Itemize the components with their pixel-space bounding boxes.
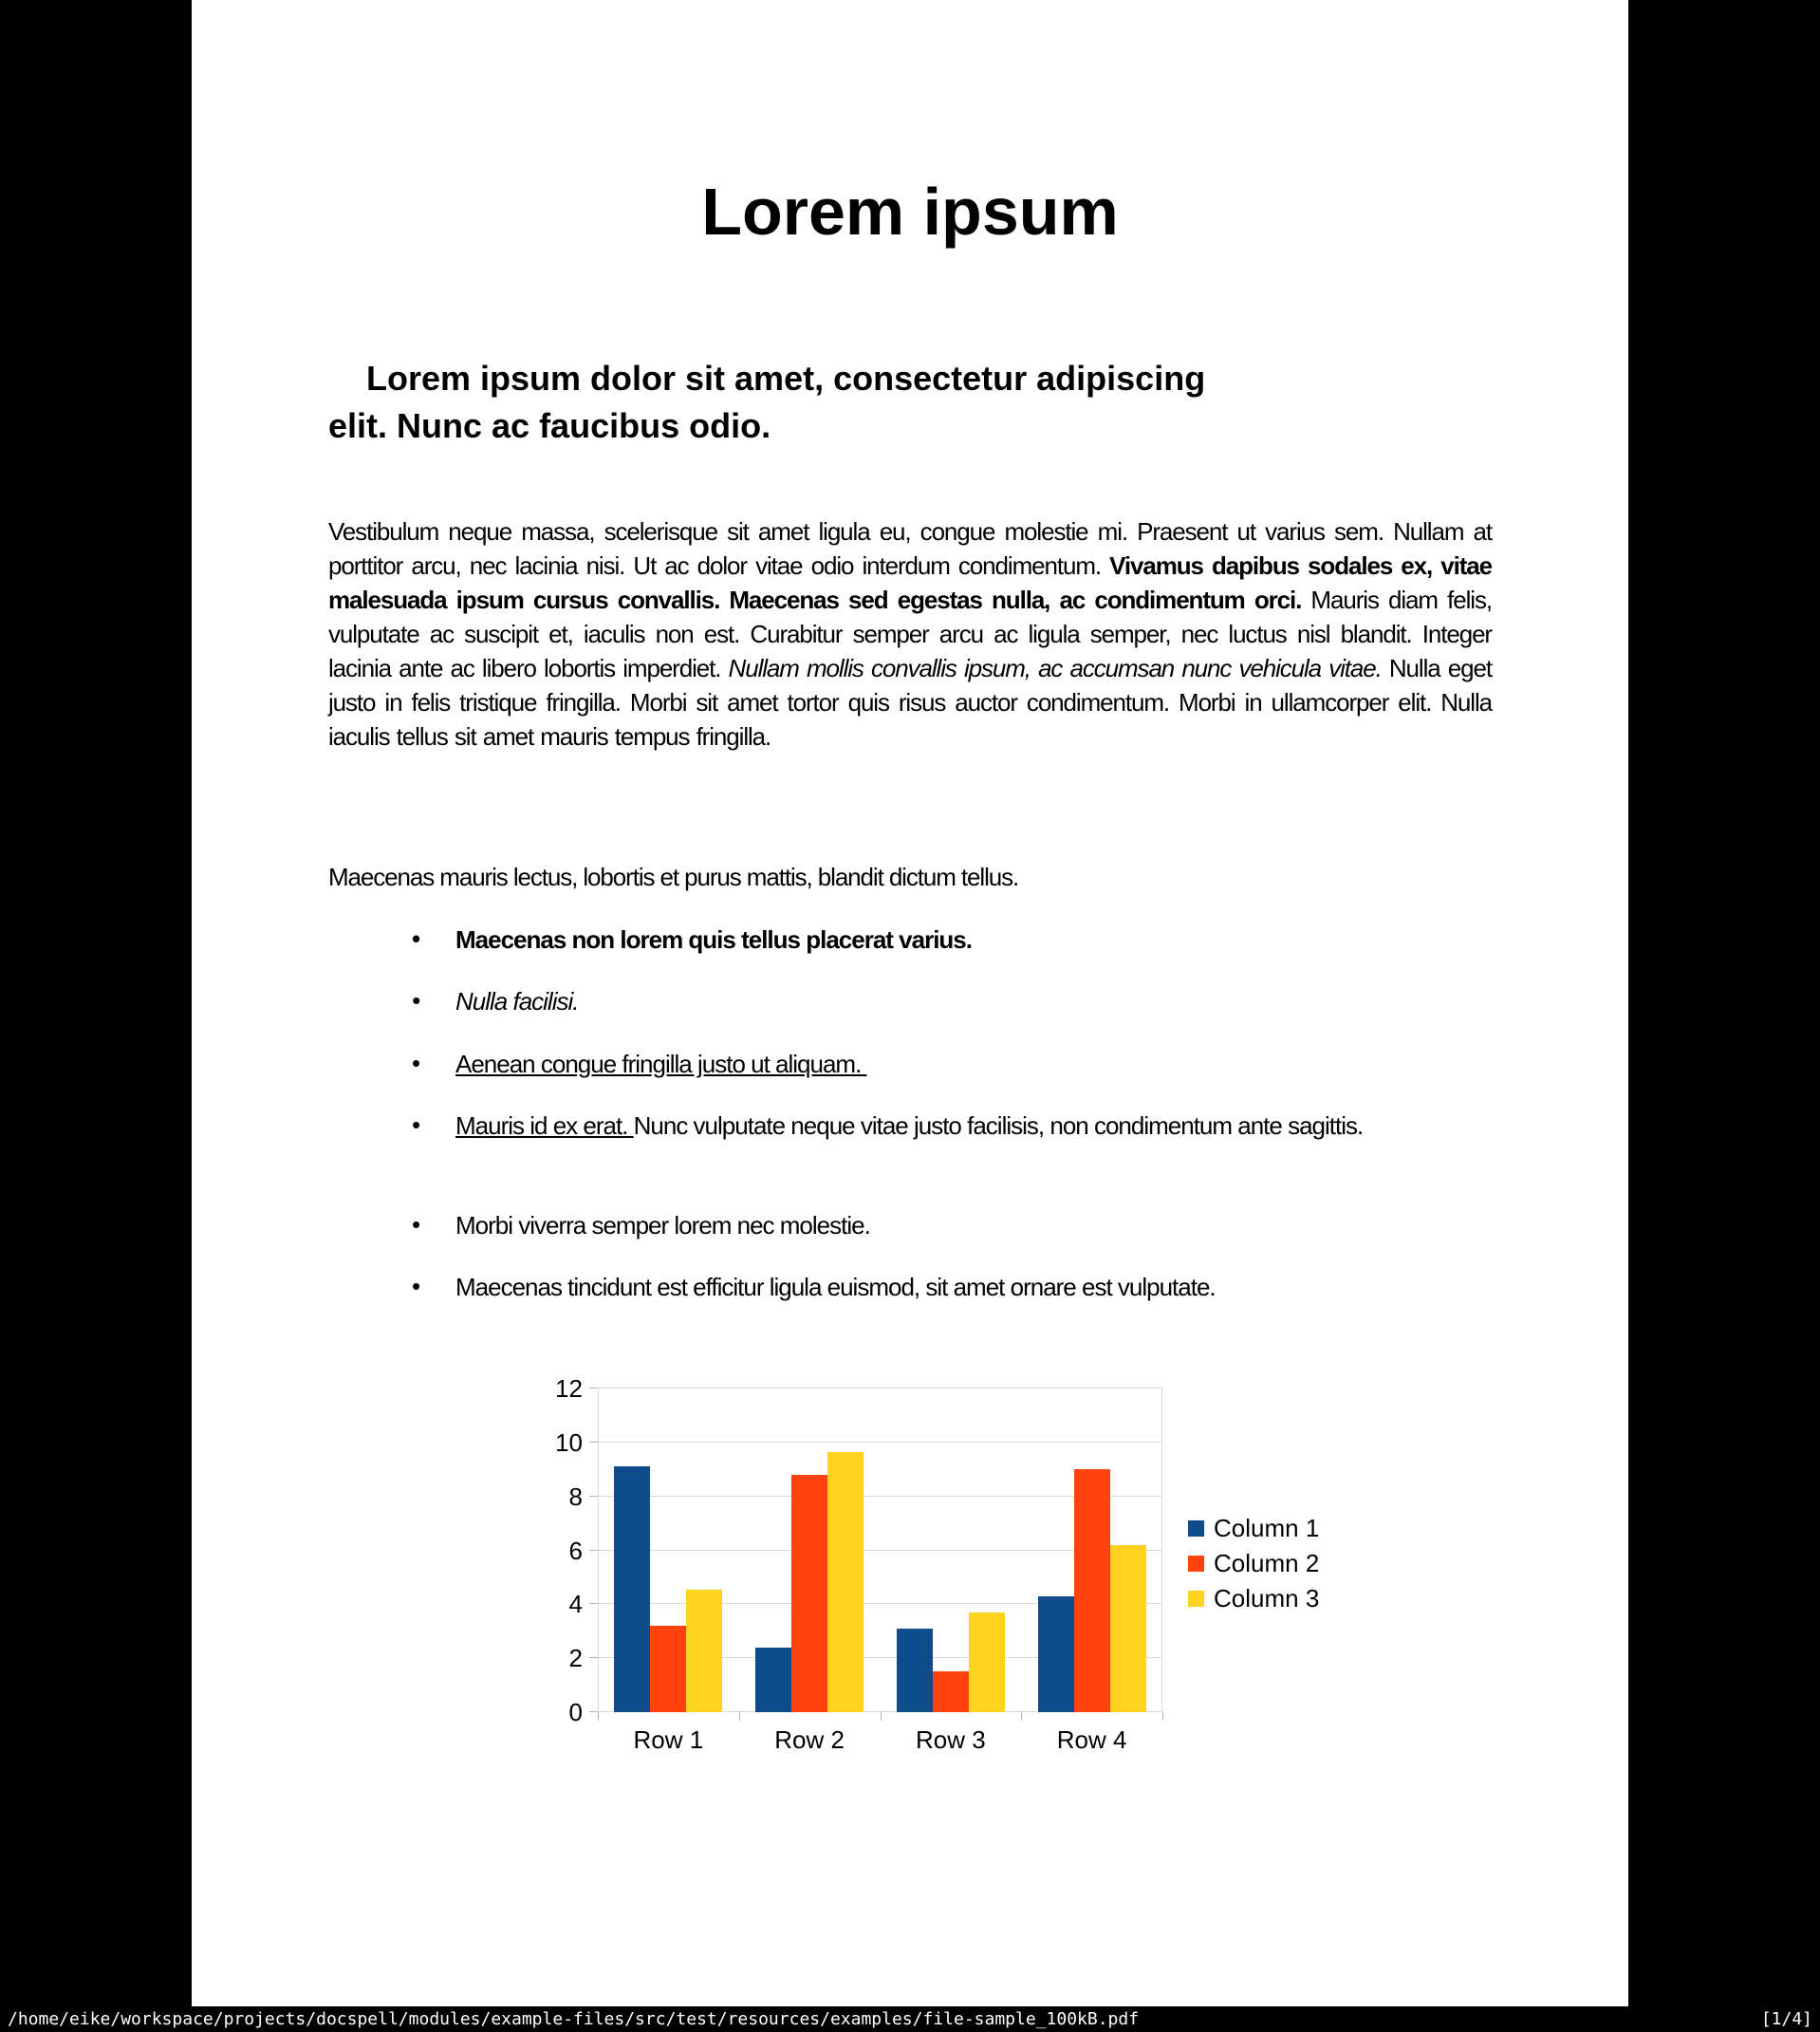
y-axis-label: 10 bbox=[555, 1427, 583, 1457]
list-item-underlined-text: Mauris id ex erat. bbox=[455, 1111, 634, 1140]
x-axis-tick bbox=[1162, 1712, 1163, 1721]
x-axis-label: Row 1 bbox=[633, 1725, 704, 1754]
x-axis-tick bbox=[881, 1712, 882, 1721]
chart-bar bbox=[614, 1466, 650, 1712]
legend-label: Column 3 bbox=[1214, 1584, 1320, 1613]
chart-bar bbox=[791, 1475, 827, 1712]
legend-label: Column 1 bbox=[1214, 1514, 1320, 1542]
chart-plot-area bbox=[555, 1374, 1162, 1754]
x-axis-label: Row 3 bbox=[916, 1725, 986, 1754]
list-item: • Maecenas non lorem quis tellus placerat varius. bbox=[455, 922, 1492, 959]
plot-edge-right bbox=[1161, 1389, 1162, 1712]
legend-label: Column 2 bbox=[1214, 1549, 1320, 1577]
chart-bar bbox=[897, 1629, 933, 1712]
status-bar bbox=[0, 2006, 1820, 2032]
x-axis-label: Row 2 bbox=[774, 1725, 845, 1754]
legend-entry bbox=[1188, 1546, 1319, 1581]
chart-bar bbox=[1074, 1469, 1110, 1712]
plot-edge-left bbox=[598, 1389, 599, 1712]
chart-bar bbox=[827, 1452, 864, 1712]
y-axis-label: 6 bbox=[568, 1536, 583, 1565]
y-axis-tick bbox=[589, 1442, 598, 1443]
status-file-path: /home/eike/workspace/projects/docspell/modules/example-files/src/test/resources/examples/file-sample_100kB.pdf bbox=[8, 2009, 1140, 2029]
subtitle-line-1: Lorem ipsum dolor sit amet, consectetur adipiscing bbox=[366, 359, 1206, 398]
x-axis-tick bbox=[1021, 1712, 1022, 1721]
list-item-text: Nunc vulputate neque vitae justo facilisis, non condimentum ante sagittis. bbox=[633, 1111, 1364, 1140]
paragraph-text: Vestibulum neque massa, scelerisque sit amet ligula eu, congue molestie mi. Praesent ut varius sem. Nullam at porttitor arcu, nec lacinia nisi. Ut ac dolor vitae odio interdum condimentum. bbox=[328, 517, 1492, 580]
chart-bar bbox=[650, 1626, 686, 1712]
subtitle-line-2: elit. Nunc ac faucibus odio. bbox=[328, 406, 771, 445]
legend-swatch bbox=[1188, 1591, 1204, 1607]
legend-entry bbox=[1188, 1511, 1319, 1546]
paragraph-bold-text: Vivamus dapibus sodales ex, vitae malesuada ipsum cursus convallis. Maecenas sed egestas nulla, ac condimentum orci. bbox=[328, 551, 1492, 614]
document-title: Lorem ipsum bbox=[701, 175, 1119, 249]
document-subtitle bbox=[328, 355, 1492, 450]
legend-swatch bbox=[1188, 1520, 1204, 1537]
list-item bbox=[455, 1046, 1492, 1083]
x-axis-tick bbox=[598, 1712, 599, 1721]
chart-legend bbox=[1188, 1511, 1319, 1616]
chart-gridline bbox=[598, 1388, 1162, 1389]
x-axis-tick bbox=[739, 1712, 740, 1721]
y-axis-tick bbox=[589, 1711, 598, 1712]
chart-gridline bbox=[598, 1442, 1162, 1443]
chart-bar bbox=[969, 1613, 1005, 1712]
y-axis-label: 12 bbox=[555, 1374, 583, 1403]
list-item: • Nulla facilisi. bbox=[455, 983, 1492, 1020]
bar-chart bbox=[555, 1374, 1320, 1754]
chart-bar bbox=[933, 1671, 969, 1712]
body-paragraph-1 bbox=[328, 514, 1492, 754]
list-item-underlined-text: Aenean congue fringilla justo ut aliquam. bbox=[455, 1050, 867, 1078]
y-axis-tick bbox=[589, 1550, 598, 1551]
body-paragraph-2: Maecenas mauris lectus, lobortis et purus mattis, blandit dictum tellus. bbox=[328, 863, 1019, 891]
y-axis-label: 4 bbox=[568, 1590, 583, 1619]
y-axis-tick bbox=[589, 1603, 598, 1604]
y-axis-label: 0 bbox=[568, 1698, 583, 1726]
chart-bar bbox=[1038, 1596, 1074, 1712]
y-axis-tick bbox=[589, 1496, 598, 1497]
list-item: • Morbi viverra semper lorem nec molestie. bbox=[455, 1207, 1492, 1244]
chart-bar bbox=[755, 1648, 791, 1712]
chart-bar bbox=[1110, 1545, 1146, 1712]
list-item: • Maecenas tincidunt est efficitur ligula euismod, sit amet ornare est vulputate. bbox=[455, 1269, 1492, 1306]
y-axis-label: 2 bbox=[568, 1644, 583, 1673]
paragraph-italic-text: Nullam mollis convallis ipsum, ac accumsan nunc vehicula vitae. bbox=[728, 654, 1382, 682]
status-page-indicator: [1/4] bbox=[1760, 2009, 1812, 2029]
legend-entry bbox=[1188, 1581, 1319, 1616]
paragraph-text: Nulla eget justo in felis tristique fringilla. Morbi sit amet tortor quis risus auctor condimentum. Morbi in ullamcorper elit. Nulla iaculis tellus sit amet mauris tempus fringilla. bbox=[328, 654, 1492, 751]
list-item bbox=[455, 1108, 1409, 1145]
y-axis-label: 8 bbox=[568, 1482, 583, 1511]
x-axis-label: Row 4 bbox=[1056, 1725, 1127, 1754]
document-page[interactable] bbox=[192, 0, 1628, 2032]
paragraph-text: Mauris diam felis, vulputate ac suscipit et, iaculis non est. Curabitur semper arcu ac ligula semper, nec luctus nisl blandit. Integer lacinia ante ac libero lobortis imperdiet. bbox=[328, 586, 1492, 682]
legend-swatch bbox=[1188, 1556, 1204, 1572]
y-axis-tick bbox=[589, 1657, 598, 1658]
y-axis-tick bbox=[589, 1388, 598, 1389]
chart-bar bbox=[686, 1590, 722, 1712]
